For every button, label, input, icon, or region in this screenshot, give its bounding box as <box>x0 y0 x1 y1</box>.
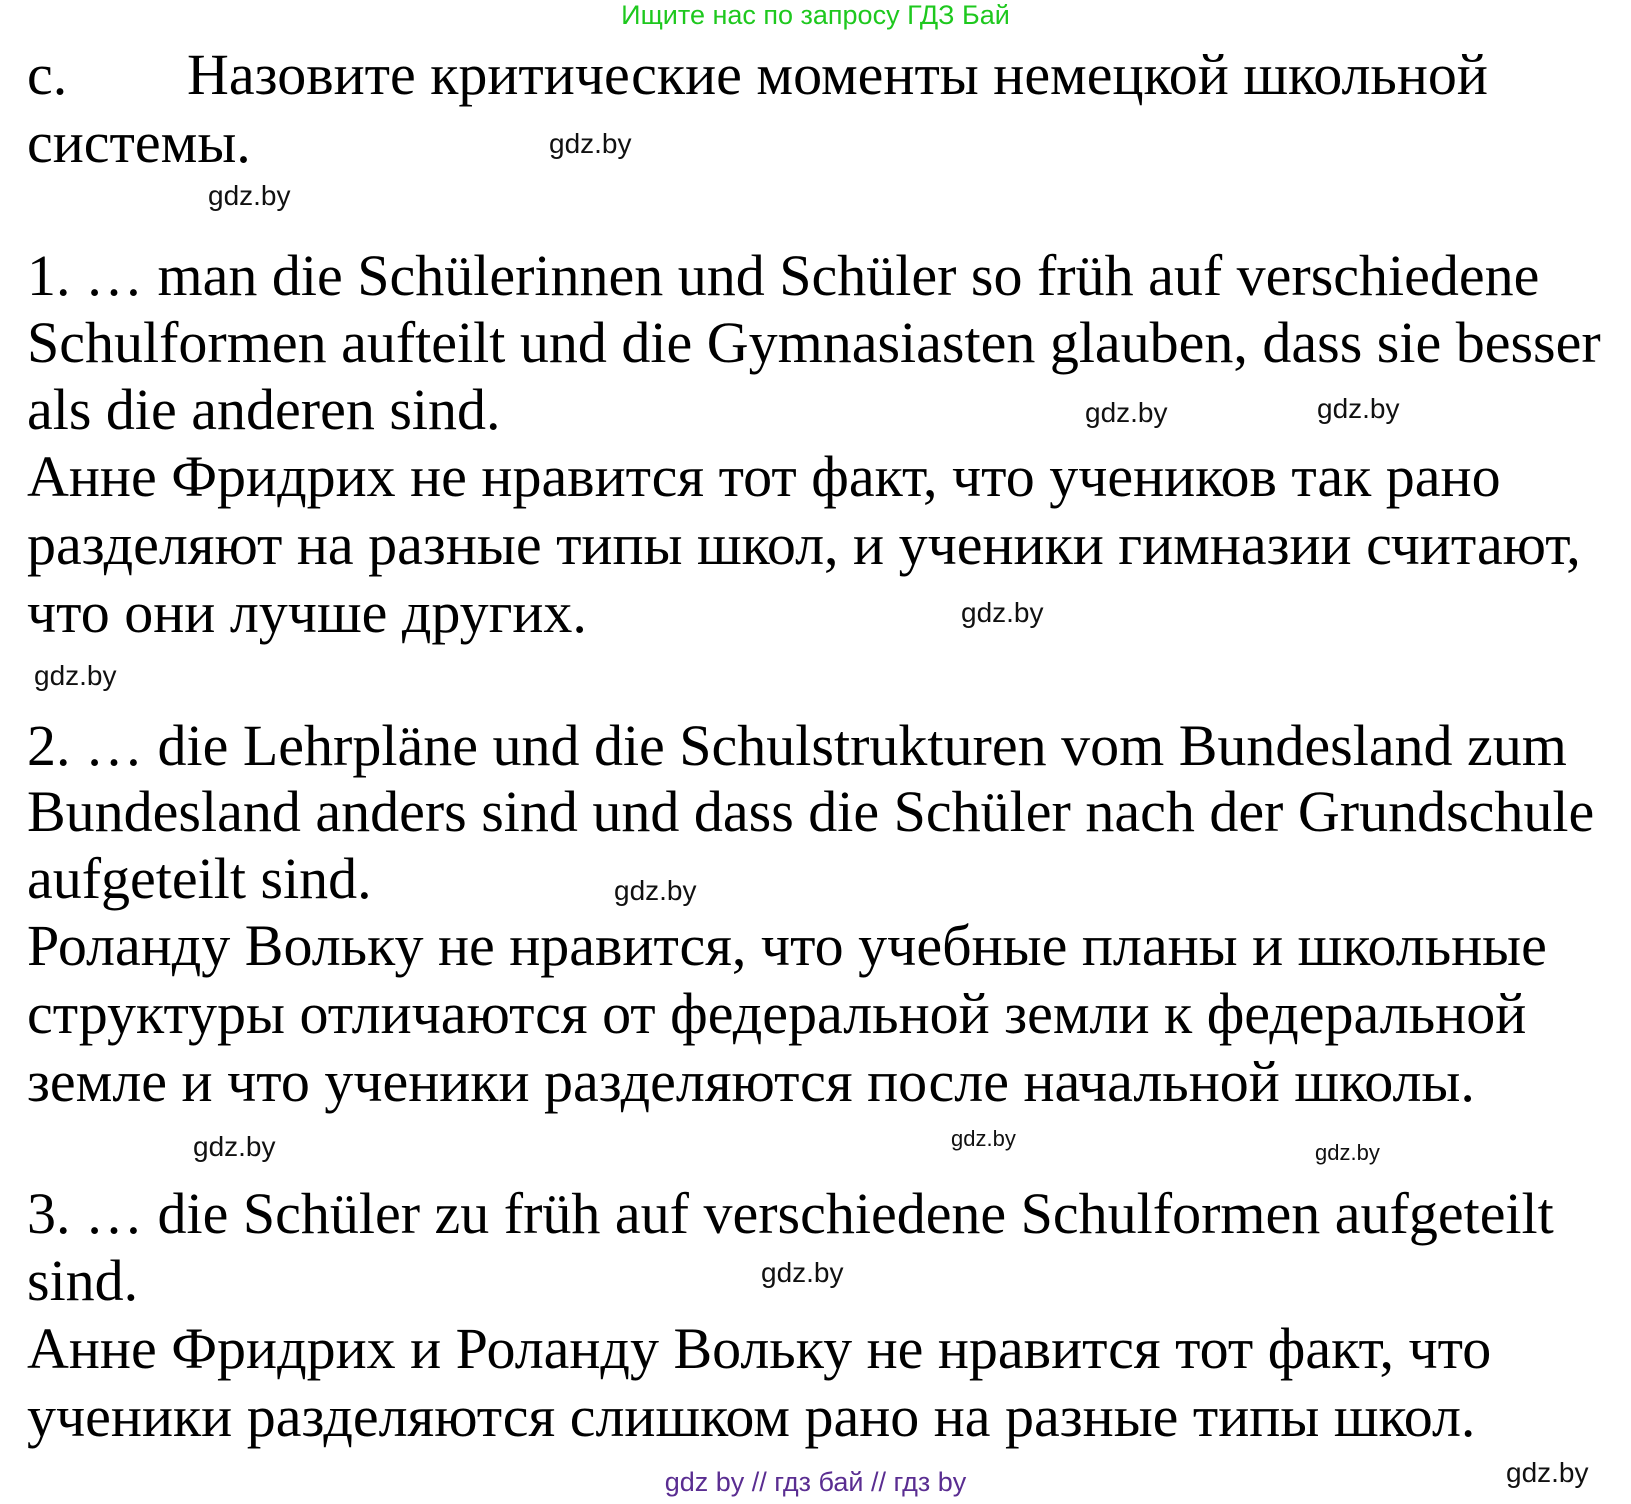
text-line: Анне Фридрих не нравится тот факт, что учеников так рано <box>27 444 1501 509</box>
text-line: Анне Фридрих и Роланду Вольку не нравится тот факт, что <box>27 1316 1492 1381</box>
text-line: Роланду Вольку не нравится, что учебные планы и школьные <box>27 913 1547 978</box>
text-line: Bundesland anders sind und dass die Schüler nach der Grundschule <box>27 779 1595 844</box>
text-line: aufgeteilt sind. <box>27 846 372 911</box>
watermark: gdz.by <box>961 597 1044 628</box>
watermark: gdz.by <box>761 1257 844 1288</box>
text-line: sind. <box>27 1248 139 1313</box>
watermark: gdz.by <box>34 660 117 691</box>
watermark: gdz.by <box>1317 393 1400 424</box>
text-line: 2. … die Lehrpläne und die Schulstrukturen vom Bundesland zum <box>27 713 1567 778</box>
task-title-cont: системы. <box>27 110 251 175</box>
text-line: земле и что ученики разделяются после начальной школы. <box>27 1049 1475 1114</box>
footer-watermark: gdz by // гдз бай // гдз by <box>664 1467 967 1497</box>
text-line: ученики разделяются слишком рано на разные типы школ. <box>27 1384 1476 1449</box>
text-line: структуры отличаются от федеральной земли к федеральной <box>27 981 1527 1046</box>
watermark: gdz.by <box>951 1126 1016 1151</box>
watermark: gdz.by <box>1315 1140 1380 1165</box>
text-line: 1. … man die Schülerinnen und Schüler so früh auf verschiedene <box>27 243 1540 308</box>
watermark: gdz.by <box>1506 1457 1589 1488</box>
watermark: gdz.by <box>1085 397 1168 428</box>
text-line: что они лучше других. <box>27 580 587 645</box>
text-line: Schulformen aufteilt und die Gymnasiasten glauben, dass sie besser <box>27 310 1601 375</box>
task-letter: c. <box>27 42 68 107</box>
watermark: gdz.by <box>193 1131 276 1162</box>
watermark: gdz.by <box>549 128 632 159</box>
task-title: Назовите критические моменты немецкой школьной <box>187 42 1488 107</box>
search-banner: Ищите нас по запросу ГДЗ Бай <box>621 0 1010 30</box>
watermark: gdz.by <box>614 875 697 906</box>
watermark: gdz.by <box>208 180 291 211</box>
text-line: 3. … die Schüler zu früh auf verschiedene Schulformen aufgeteilt <box>27 1181 1554 1246</box>
text-line: разделяют на разные типы школ, и ученики гимназии считают, <box>27 512 1581 577</box>
text-line: als die anderen sind. <box>27 377 501 442</box>
